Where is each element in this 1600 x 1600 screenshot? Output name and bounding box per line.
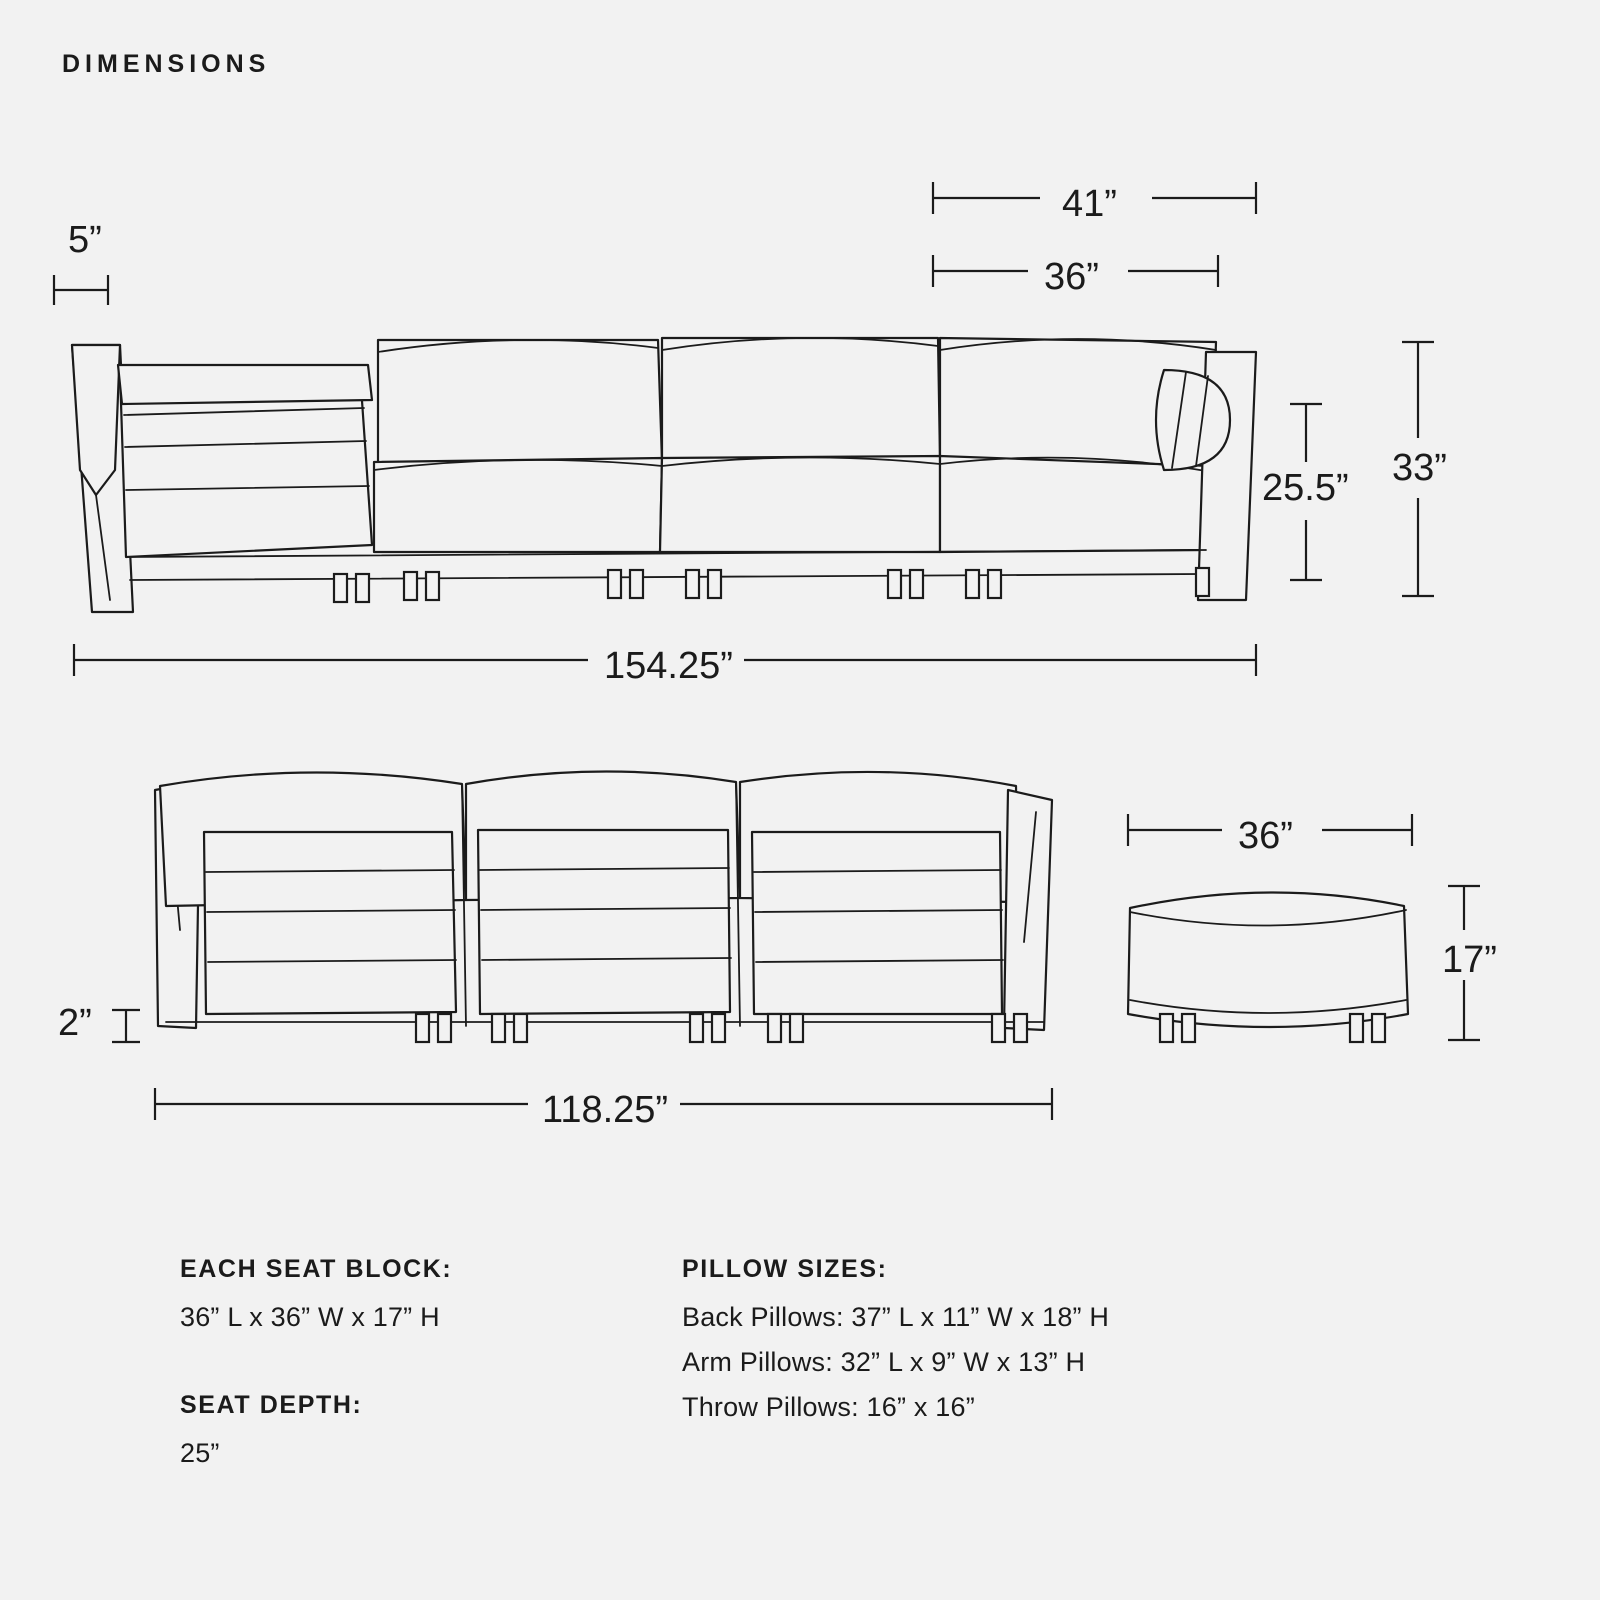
- spec-seat-block-heading: EACH SEAT BLOCK:: [180, 1255, 453, 1283]
- spec-pillows-heading: PILLOW SIZES:: [682, 1255, 888, 1283]
- front-legs: [334, 568, 1209, 602]
- spec-seat-depth: [180, 1391, 620, 1483]
- rear-legs: [416, 1014, 1027, 1042]
- spec-seat-block-value: 36” L x 36” W x 17” H: [180, 1302, 440, 1332]
- dim-module-outer: [933, 182, 1256, 225]
- sectional-rear-elevation: [155, 771, 1052, 1042]
- dim-overall-width-label: 118.25”: [542, 1089, 669, 1131]
- dim-leg-height-label: 2”: [58, 1002, 92, 1044]
- dim-module-inner-label: 36”: [1044, 256, 1099, 298]
- specs-section: [180, 1255, 1480, 1483]
- dim-ottoman-height-label: 17”: [1442, 939, 1497, 981]
- dim-overall-height-label: 33”: [1392, 447, 1447, 489]
- dim-leg-height: [58, 1002, 140, 1044]
- dim-ottoman-width: [1128, 814, 1412, 857]
- spec-seat-depth-heading: SEAT DEPTH:: [180, 1391, 363, 1419]
- sectional-front-elevation: [72, 338, 1256, 612]
- dim-arm-width-label: 5”: [68, 219, 102, 261]
- dim-seat-back-height: [1262, 404, 1349, 580]
- specs-column-left: [180, 1255, 620, 1483]
- spec-seat-depth-value: 25”: [180, 1438, 220, 1468]
- dim-module-outer-label: 41”: [1062, 183, 1117, 225]
- spec-pillow-arm: Arm Pillows: 32” L x 9” W x 13” H: [682, 1347, 1086, 1377]
- ottoman-elevation: [1128, 892, 1408, 1042]
- spec-seat-block: [180, 1255, 620, 1347]
- spec-pillow-back: Back Pillows: 37” L x 11” W x 18” H: [682, 1302, 1110, 1332]
- spec-pillows: [682, 1255, 1442, 1437]
- dim-seat-back-height-label: 25.5”: [1262, 467, 1349, 509]
- dim-ottoman-width-label: 36”: [1238, 815, 1293, 857]
- dim-overall-length-label: 154.25”: [604, 645, 733, 687]
- specs-column-right: [682, 1255, 1442, 1483]
- dim-arm-width: [54, 219, 108, 305]
- dim-module-inner: [933, 255, 1218, 298]
- dim-overall-length: [74, 644, 1256, 687]
- dim-overall-width: [155, 1088, 1052, 1131]
- dim-ottoman-height: [1442, 886, 1497, 1040]
- dim-overall-height: [1392, 342, 1447, 596]
- page-title: DIMENSIONS: [62, 50, 271, 78]
- spec-pillow-throw: Throw Pillows: 16” x 16”: [682, 1392, 975, 1422]
